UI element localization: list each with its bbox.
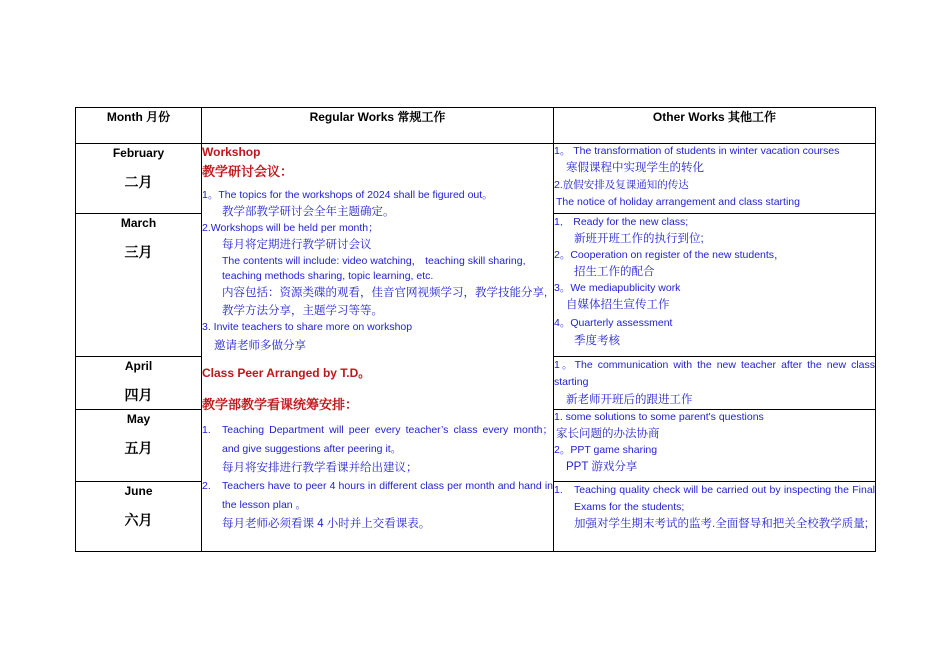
other-works-april: [554, 357, 876, 410]
peer-item-2-num: 2.: [202, 480, 211, 492]
mar-line-6: 自媒体招生宣传工作: [566, 299, 670, 311]
feb-line-1: 1。 The transformation of students in winter vacation courses: [554, 145, 840, 157]
peer-cn-title: 教学部教学看课统筹安排：: [202, 397, 359, 412]
month-en: April: [124, 359, 153, 373]
workshop-title: Workshop: [202, 145, 261, 159]
peer-item-1-num: 1.: [202, 424, 211, 436]
mar-line-5: 3。We mediapublicity work: [554, 282, 681, 294]
workshop-item-2-en: 2.Workshops will be held per month；: [202, 222, 379, 234]
other-works-february: [554, 144, 876, 214]
peer-item-2: [202, 477, 553, 515]
apr-line-1: 1。The communication with the new teacher after the new class starting: [554, 359, 875, 388]
workshop-item-2-cn: 每月将定期进行教学研讨会议: [222, 239, 372, 251]
header-regular-works: Regular Works 常规工作: [202, 108, 554, 144]
month-cn: 二月: [124, 174, 153, 190]
month-cn: 六月: [124, 512, 153, 528]
month-en: May: [126, 412, 151, 426]
table-row: [76, 144, 876, 214]
feb-line-3: 2.放假安排及复课通知的传达: [554, 179, 689, 191]
month-cn: 三月: [124, 244, 153, 260]
month-en: June: [124, 484, 153, 498]
month-cell-may: [76, 410, 202, 482]
month-cn: 五月: [124, 440, 153, 456]
may-line-3: 2。PPT game sharing: [554, 444, 658, 456]
workshop-item-3-cn: 邀请老师多做分享: [214, 340, 306, 352]
regular-works-cell: [202, 144, 554, 552]
workshop-item-1-en: 1。The topics for the workshops of 2024 shall be figured out。: [202, 189, 493, 201]
workshop-cn-title: 教学研讨会议：: [202, 164, 294, 179]
may-line-1: 1. some solutions to some parent's questions: [554, 411, 764, 423]
mar-line-2: 新班开班工作的执行到位;: [574, 233, 704, 245]
other-works-june: [554, 482, 876, 552]
may-line-4: PPT 游戏分享: [566, 461, 638, 473]
month-en: March: [120, 216, 157, 230]
peer-item-2-en: Teachers have to peer 4 hours in different class per month and hand in the lesson plan 。: [222, 480, 553, 511]
workshop-contents-en: The contents will include: video watching， teaching skill sharing, teaching methods sharing, topic learning, etc.: [222, 255, 526, 282]
other-works-may: [554, 410, 876, 482]
jun-item-num: 1.: [554, 484, 563, 496]
jun-item: [554, 482, 875, 533]
month-cell-february: [76, 144, 202, 214]
feb-line-4: The notice of holiday arrangement and class starting: [556, 196, 800, 208]
workshop-item-1-cn: 教学部教学研讨会全年主题确定。: [222, 206, 395, 218]
jun-item-body: [574, 482, 875, 533]
apr-line-2: 新老师开班后的跟进工作: [566, 394, 693, 406]
may-line-2: 家长问题的办法协商: [556, 428, 660, 440]
jun-line-cn: 加强对学生期末考试的监考.全面督导和把关全校教学质量;: [574, 518, 868, 530]
mar-line-1: 1． Ready for the new class;: [554, 216, 689, 228]
peer-item-1-en: Teaching Department will peer every teacher’s class every month； and give suggestions after peering it。: [222, 424, 553, 455]
header-month: Month 月份: [76, 108, 202, 144]
other-works-march: [554, 214, 876, 357]
month-en: February: [112, 146, 165, 160]
mar-line-7: 4。Quarterly assessment: [554, 317, 673, 329]
peer-title: Class Peer Arranged by T.D。: [202, 366, 371, 380]
feb-line-2: 寒假课程中实现学生的转化: [566, 162, 704, 174]
table-header-row: [76, 108, 876, 144]
mar-line-8: 季度考核: [574, 335, 620, 347]
mar-line-3: 2。Cooperation on register of the new students，: [554, 249, 785, 261]
jun-line-en: Teaching quality check will be carried out by inspecting the Final Exams for the students;: [574, 484, 875, 513]
peer-item-1-cn: 每月将安排进行教学看课并给出建议；: [222, 462, 418, 474]
peer-item-2-cn: 每月老师必须看课 4 小时并上交看课表。: [222, 518, 431, 530]
month-cn: 四月: [124, 387, 153, 403]
month-cell-april: [76, 357, 202, 410]
mar-line-4: 招生工作的配合: [574, 266, 655, 278]
month-cell-march: [76, 214, 202, 357]
header-other-works: Other Works 其他工作: [554, 108, 876, 144]
workshop-item-3-en: 3. Invite teachers to share more on workshop: [202, 321, 413, 333]
peer-item-1: [202, 421, 553, 459]
work-plan-table: [75, 107, 876, 552]
month-cell-june: [76, 482, 202, 552]
workshop-contents-cn: 内容包括：资源类碟的观看，佳音官网视频学习，教学技能分享,教学方法分享，主题学习等等。: [222, 287, 548, 317]
